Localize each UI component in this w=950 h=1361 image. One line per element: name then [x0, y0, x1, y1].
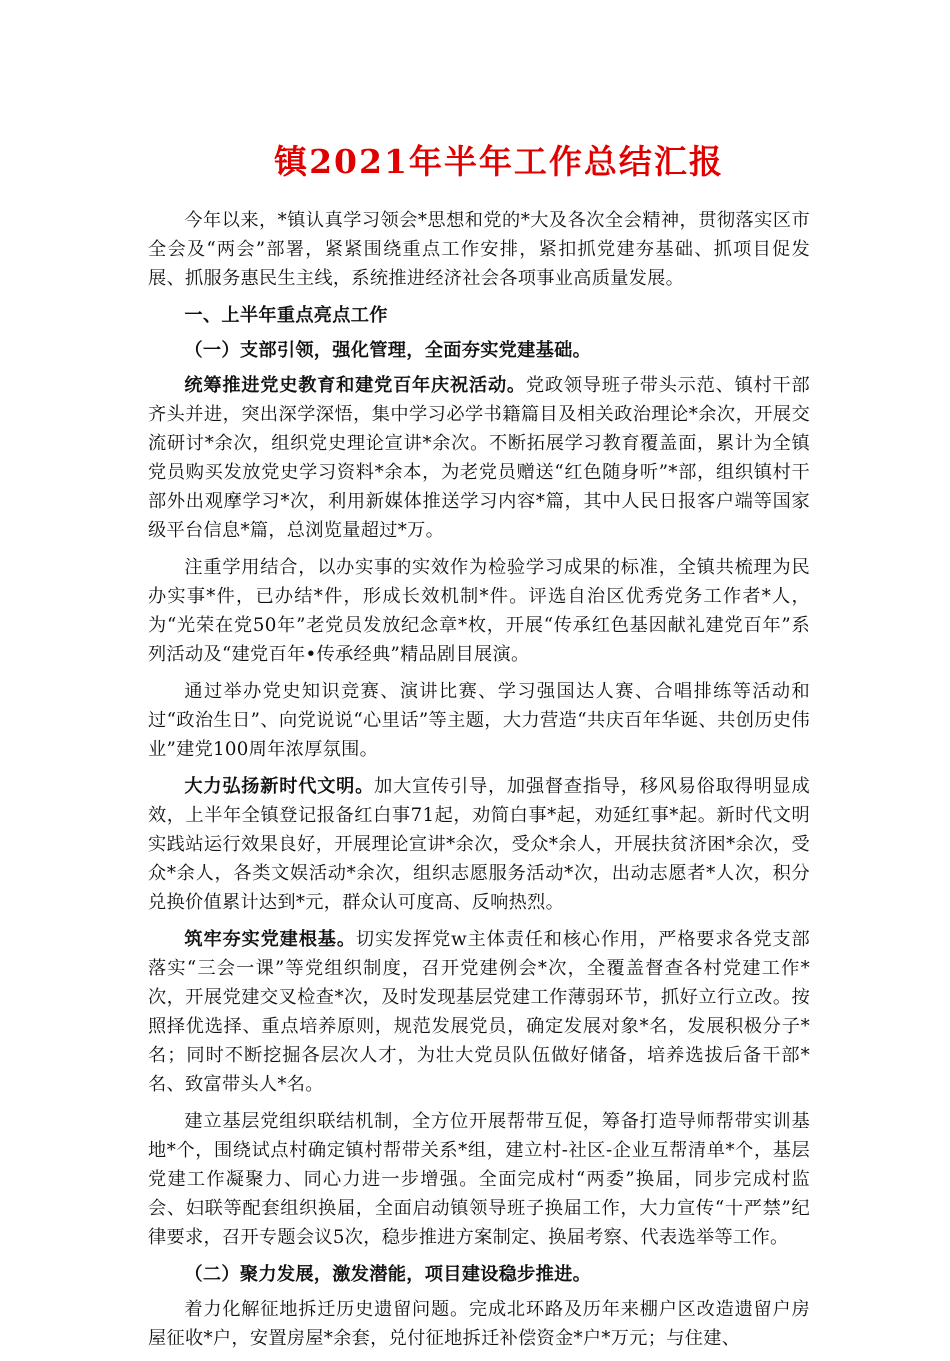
paragraph-civilization [148, 772, 810, 917]
paragraph-land-acquisition: 着力化解征地拆迁历史遗留问题。完成北环路及历年来棚户区改造遗留户房屋征收*户，安置房屋*余套，兑付征地拆迁补偿资金*户*万元；与住建、 [148, 1299, 810, 1349]
section-heading-1: 一、上半年重点亮点工作 [184, 305, 388, 326]
paragraph-body: 切实发挥党w主体责任和核心作用，严格要求各党支部落实“三会一课”等党组织制度，召开党建例会*次，全覆盖督查各村党建工作*次，开展党建交叉检查*次，及时发现基层党建工作薄弱环节，抓好立行立改。按照择优选择、重点培养原则，规范发展党员，确定发展对象*名，发展积极分子*名；同时不断挖掘各层次人才，为壮大党员队伍做好储备，培养选拔后备干部*名、致富带头人*名。 [148, 929, 810, 1095]
paragraph-body: 党政领导班子带头示范、镇村干部齐头并进，突出深学深悟，集中学习必学书籍篇目及相关政治理论*余次，开展交流研讨*余次，组织党史理论宣讲*余次。不断拓展学习教育覆盖面，累计为全镇党员购买发放党史学习资料*余本，为老党员赠送“红色随身听”*部，组织镇村干部外出观摩学习*次，利用新媒体推送学习内容*篇，其中人民日报客户端等国家级平台信息*篇，总浏览量超过*万。 [148, 375, 810, 541]
paragraph-linkage-mechanism: 建立基层党组织联结机制，全方位开展帮带互促，筹备打造导师帮带实训基地*个，围绕试点村确定镇村帮带关系*组，建立村-社区-企业互帮清单*个，基层党建工作凝聚力、同心力进一步增强。全面完成村“两委”换届，同步完成村监会、妇联等配套组织换届，全面启动镇领导班子换届工作，大力宣传“十严禁”纪律要求，召开专题会议5次，稳步推进方案制定、换届考察、代表选举等工作。 [148, 1111, 810, 1248]
paragraph-lead: 统筹推进党史教育和建党百年庆祝活动。 [184, 375, 526, 396]
document-page [148, 128, 810, 1361]
paragraph-lead: 筑牢夯实党建根基。 [184, 929, 356, 950]
paragraph-activities: 通过举办党史知识竞赛、演讲比赛、学习强国达人赛、合唱排练等活动和过“政治生日”、向党说说“心里话”等主题，大力营造“共庆百年华诞、共创历史伟业”建党100周年浓厚氛围。 [148, 681, 810, 760]
paragraph-party-foundation [148, 925, 810, 1099]
document-title: 镇2021年半年工作总结汇报 [274, 142, 724, 181]
subsection-heading-1: （一）支部引领，强化管理，全面夯实党建基础。 [184, 340, 592, 361]
paragraph-body: 加大宣传引导，加强督查指导，移风易俗取得明显成效，上半年全镇登记报备红白事71起，劝简白事*起，劝延红事*起。新时代文明实践站运行效果良好，开展理论宣讲*余次，受众*余人，开展扶贫济困*余次，受众*余人，各类文娱活动*余次，组织志愿服务活动*次，出动志愿者*人次，积分兑换价值累计达到*元，群众认可度高、反响热烈。 [148, 776, 810, 913]
paragraph-practical-deeds: 注重学用结合，以办实事的实效作为检验学习成果的标准，全镇共梳理为民办实事*件，已办结*件，形成长效机制*件。评选自治区优秀党务工作者*人，为“光荣在党50年”老党员发放纪念章*枚，开展“传承红色基因献礼建党百年”系列活动及“建党百年•传承经典”精品剧目展演。 [148, 557, 810, 665]
subsection-heading-2: （二）聚力发展，激发潜能，项目建设稳步推进。 [184, 1264, 592, 1285]
intro-paragraph: 今年以来，*镇认真学习领会*思想和党的*大及各次全会精神，贯彻落实区市全会及“两会”部署，紧紧围绕重点工作安排，紧扣抓党建夯基础、抓项目促发展、抓服务惠民生主线，系统推进经济社会各项事业高质量发展。 [148, 210, 810, 289]
paragraph-party-history [148, 371, 810, 545]
paragraph-lead: 大力弘扬新时代文明。 [184, 776, 375, 797]
